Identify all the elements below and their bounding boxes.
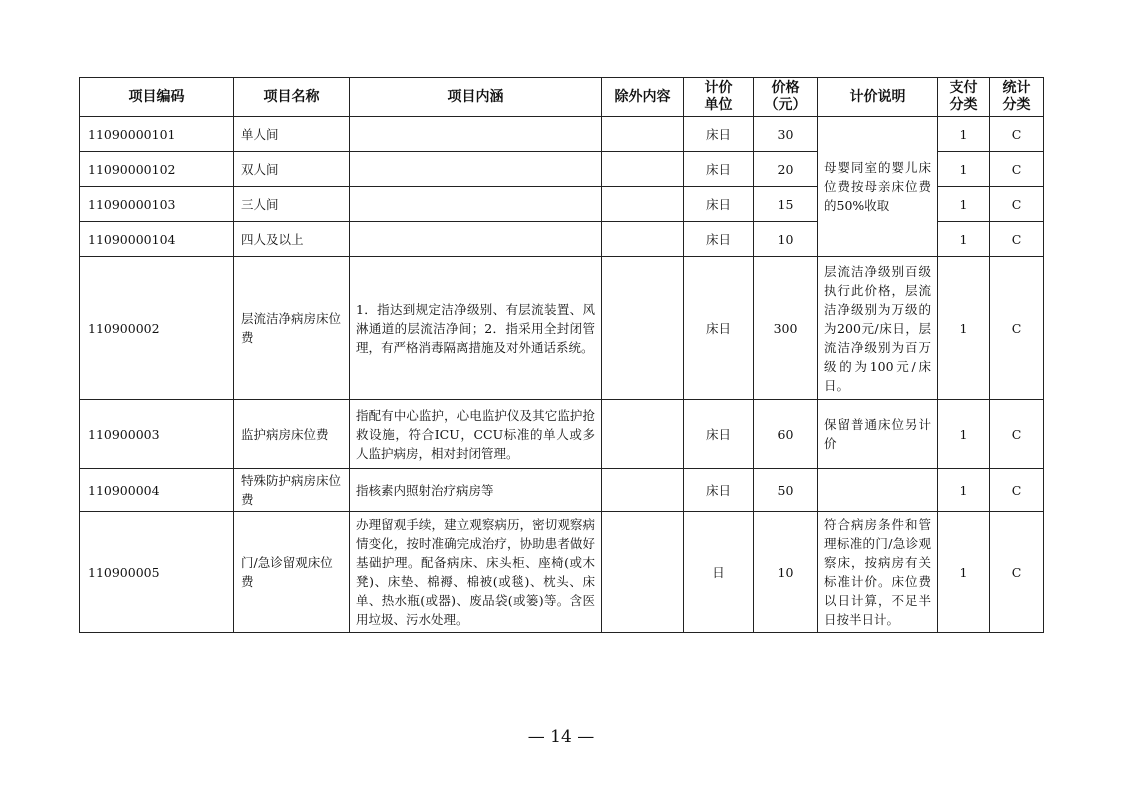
cell-pay: 1 xyxy=(938,152,990,187)
cell-unit: 床日 xyxy=(684,152,754,187)
cell-content xyxy=(350,117,602,152)
cell-unit: 床日 xyxy=(684,469,754,512)
cell-unit: 床日 xyxy=(684,187,754,222)
cell-stat: C xyxy=(990,257,1044,400)
header-stat xyxy=(990,78,1044,117)
cell-desc: 符合病房条件和管理标准的门/急诊观察床，按病房有关标准计价。床位费以日计算，不足半日按半日计。 xyxy=(818,512,938,633)
price-table xyxy=(79,77,1044,633)
cell-pay: 1 xyxy=(938,512,990,633)
header-price-line2: （元） xyxy=(764,97,807,113)
cell-unit: 床日 xyxy=(684,400,754,469)
header-price xyxy=(754,78,818,117)
cell-price: 60 xyxy=(754,400,818,469)
cell-stat: C xyxy=(990,187,1044,222)
table-row xyxy=(80,469,1044,512)
cell-name: 特殊防护病房床位费 xyxy=(234,469,350,512)
header-unit-line1: 计价 xyxy=(704,80,733,96)
cell-unit: 床日 xyxy=(684,257,754,400)
cell-content xyxy=(350,152,602,187)
cell-desc-merged: 母婴同室的婴儿床位费按母亲床位费的50%收取 xyxy=(818,117,938,257)
page-number: — 14 — xyxy=(527,727,595,747)
header-content: 项目内涵 xyxy=(350,78,602,117)
cell-pay: 1 xyxy=(938,257,990,400)
cell-name: 单人间 xyxy=(234,117,350,152)
cell-pay: 1 xyxy=(938,222,990,257)
cell-code: 110900005 xyxy=(80,512,234,633)
cell-exclude xyxy=(602,222,684,257)
cell-code: 110900004 xyxy=(80,469,234,512)
header-code: 项目编码 xyxy=(80,78,234,117)
cell-stat: C xyxy=(990,222,1044,257)
cell-exclude xyxy=(602,117,684,152)
cell-desc: 层流洁净级别百级执行此价格，层流洁净级别为万级的为200元/床日，层流洁净级别为百万级的为100元/床日。 xyxy=(818,257,938,400)
cell-code: 11090000102 xyxy=(80,152,234,187)
cell-exclude xyxy=(602,512,684,633)
header-pay-line2: 分类 xyxy=(949,97,978,113)
cell-exclude xyxy=(602,400,684,469)
cell-code: 11090000101 xyxy=(80,117,234,152)
header-pay-line1: 支付 xyxy=(949,80,978,96)
cell-unit: 床日 xyxy=(684,117,754,152)
table-header-row xyxy=(80,78,1044,117)
table-row xyxy=(80,257,1044,400)
header-price-line1: 价格 xyxy=(771,80,800,96)
header-unit-line2: 单位 xyxy=(704,97,733,113)
header-pay xyxy=(938,78,990,117)
cell-price: 50 xyxy=(754,469,818,512)
cell-stat: C xyxy=(990,152,1044,187)
cell-name: 四人及以上 xyxy=(234,222,350,257)
table-row xyxy=(80,117,1044,152)
header-unit xyxy=(684,78,754,117)
cell-pay: 1 xyxy=(938,400,990,469)
cell-price: 10 xyxy=(754,512,818,633)
table-row xyxy=(80,512,1044,633)
cell-content: 办理留观手续，建立观察病历，密切观察病情变化，按时准确完成治疗，协助患者做好基础护理。配备病床、床头柜、座椅(或木凳)、床垫、棉褥、棉被(或毯)、枕头、床单、热水瓶(或器)、废品袋(或篓)等。含医用垃圾、污水处理。 xyxy=(350,512,602,633)
cell-name: 层流洁净病房床位费 xyxy=(234,257,350,400)
header-stat-line1: 统计 xyxy=(1002,80,1031,96)
cell-stat: C xyxy=(990,400,1044,469)
cell-pay: 1 xyxy=(938,117,990,152)
cell-code: 110900003 xyxy=(80,400,234,469)
header-stat-line2: 分类 xyxy=(1002,97,1031,113)
cell-stat: C xyxy=(990,117,1044,152)
cell-desc xyxy=(818,469,938,512)
cell-price: 30 xyxy=(754,117,818,152)
cell-stat: C xyxy=(990,512,1044,633)
cell-name: 监护病房床位费 xyxy=(234,400,350,469)
header-desc: 计价说明 xyxy=(818,78,938,117)
cell-exclude xyxy=(602,187,684,222)
cell-desc: 保留普通床位另计价 xyxy=(818,400,938,469)
cell-content: 指核素内照射治疗病房等 xyxy=(350,469,602,512)
cell-price: 300 xyxy=(754,257,818,400)
cell-name: 双人间 xyxy=(234,152,350,187)
cell-price: 20 xyxy=(754,152,818,187)
cell-exclude xyxy=(602,257,684,400)
cell-content xyxy=(350,222,602,257)
cell-unit: 日 xyxy=(684,512,754,633)
cell-content: 指配有中心监护，心电监护仪及其它监护抢救设施，符合ICU，CCU标准的单人或多人监护病房，相对封闭管理。 xyxy=(350,400,602,469)
cell-unit: 床日 xyxy=(684,222,754,257)
cell-price: 10 xyxy=(754,222,818,257)
cell-code: 11090000104 xyxy=(80,222,234,257)
cell-name: 门/急诊留观床位费 xyxy=(234,512,350,633)
cell-code: 110900002 xyxy=(80,257,234,400)
cell-exclude xyxy=(602,469,684,512)
header-name: 项目名称 xyxy=(234,78,350,117)
cell-content xyxy=(350,187,602,222)
cell-code: 11090000103 xyxy=(80,187,234,222)
header-exclude: 除外内容 xyxy=(602,78,684,117)
table-row xyxy=(80,400,1044,469)
cell-name: 三人间 xyxy=(234,187,350,222)
cell-price: 15 xyxy=(754,187,818,222)
cell-exclude xyxy=(602,152,684,187)
price-table-container xyxy=(79,77,1043,633)
cell-pay: 1 xyxy=(938,187,990,222)
cell-content: 1．指达到规定洁净级别、有层流装置、风淋通道的层流洁净间；2．指采用全封闭管理，有严格消毒隔离措施及对外通话系统。 xyxy=(350,257,602,400)
cell-pay: 1 xyxy=(938,469,990,512)
cell-stat: C xyxy=(990,469,1044,512)
